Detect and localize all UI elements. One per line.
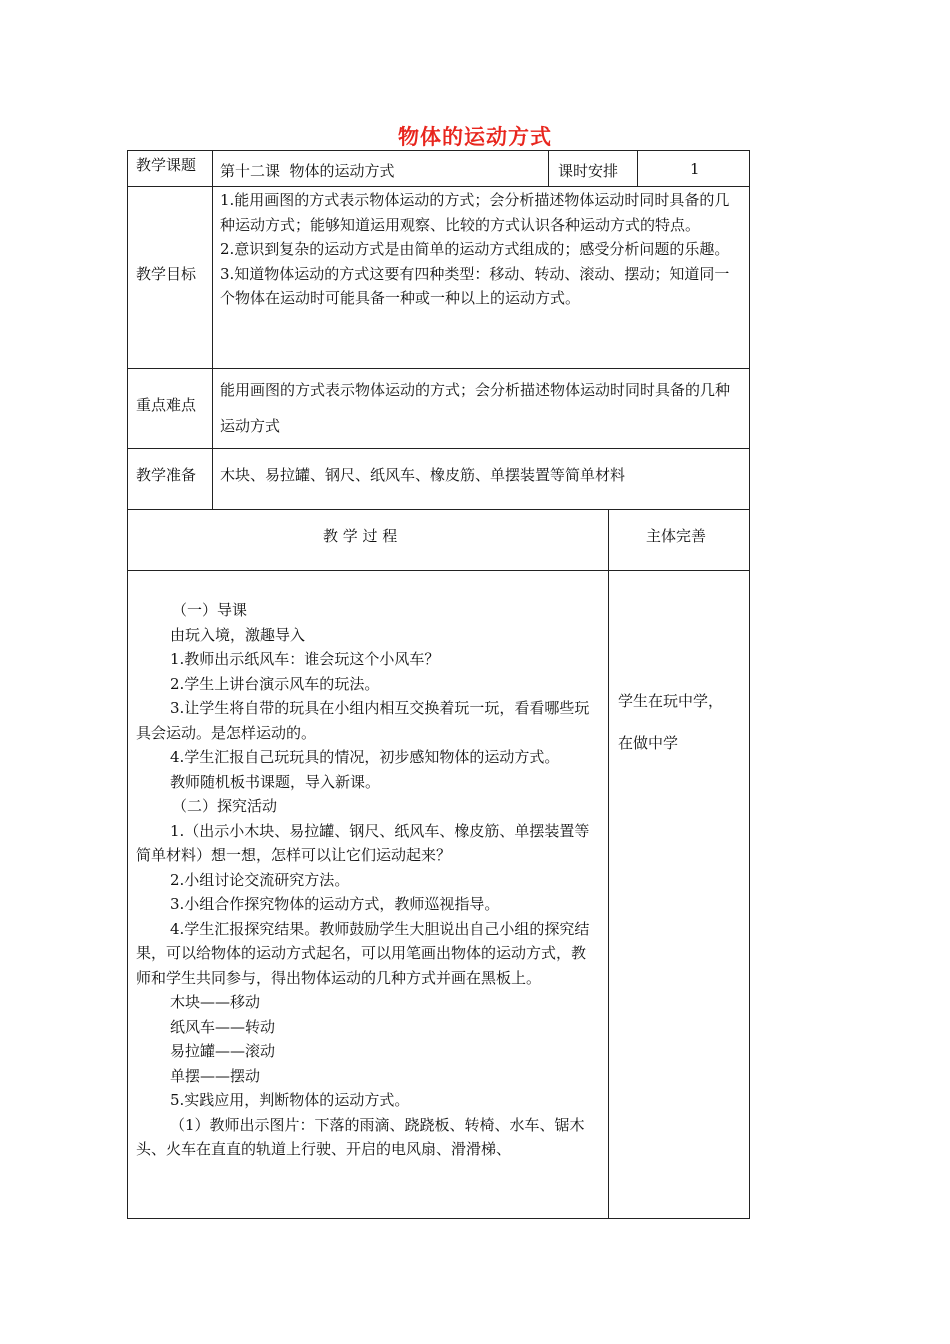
row-divider — [127, 186, 750, 187]
process-paragraph: 易拉罐——滚动 — [170, 1042, 276, 1060]
goals-content — [220, 188, 744, 311]
row-divider — [127, 570, 750, 571]
process-header: 教 学 过 程 — [323, 527, 398, 545]
process-paragraph: 单摆——摆动 — [170, 1066, 261, 1085]
process-paragraph: 4.学生汇报自己玩玩具的情况，初步感知物体的运动方式。 — [170, 748, 560, 766]
row-divider — [127, 368, 750, 369]
column-divider — [608, 509, 609, 1218]
hours-label: 课时安排 — [558, 162, 619, 180]
process-paragraph: 1.（出示小木块、易拉罐、钢尺、纸风车、橡皮筋、单摆装置等简单材料）想一想，怎样可以让它们运动起来？ — [136, 821, 590, 864]
prep-label: 教学准备 — [136, 466, 197, 484]
process-content — [136, 598, 592, 1162]
process-paragraph: 由玩入境，激趣导入 — [170, 625, 306, 644]
process-paragraph: 4.学生汇报探究结果。教师鼓励学生大胆说出自己小组的探究结果，可以给物体的运动方式起名，可以用笔画出物体的运动方式，教师和学生共同参与，得出物体运动的几种方式并画在黑板上。 — [136, 919, 590, 987]
column-divider — [212, 150, 213, 509]
process-paragraph: 2.小组讨论交流研究方法。 — [170, 870, 350, 889]
process-paragraph: （二）探究活动 — [172, 797, 278, 815]
process-paragraph: 纸风车——转动 — [170, 1017, 276, 1036]
column-divider — [548, 150, 549, 186]
topic-value: 第十二课 物体的运动方式 — [220, 162, 395, 180]
process-paragraph: （1）教师出示图片：下落的雨滴、跷跷板、转椅、水车、锯木头、火车在直直的轨道上行驶、开启的电风扇、滑滑梯、 — [136, 1115, 585, 1158]
page-title: 物体的运动方式 — [398, 125, 552, 149]
goal-item: 1.能用画图的方式表示物体运动的方式；会分析描述物体运动时同时具备的几种运动方式；能够知道运用观察、比较的方式认识各种运动方式的特点。 — [220, 191, 730, 234]
goals-label: 教学目标 — [136, 265, 197, 283]
goal-item: 3.知道物体运动的方式这要有四种类型：移动、转动、滚动、摆动；知道同一个物体在运动时可能具备一种或一种以上的运动方式。 — [220, 264, 730, 307]
row-divider — [127, 448, 750, 449]
process-paragraph: 木块——移动 — [170, 993, 261, 1011]
process-paragraph: 2.学生上讲台演示风车的玩法。 — [170, 674, 380, 693]
process-paragraph: 1.教师出示纸风车：谁会玩这个小风车？ — [170, 650, 440, 668]
process-paragraph: 教师随机板书课题，导入新课。 — [170, 772, 381, 791]
key-value: 能用画图的方式表示物体运动的方式；会分析描述物体运动时同时具备的几种运动方式 — [220, 381, 731, 435]
notes-line: 学生在玩中学， — [618, 692, 724, 710]
process-paragraph: 3.小组合作探究物体的运动方式，教师巡视指导。 — [170, 895, 500, 913]
table-border-left — [127, 150, 128, 1219]
table-border-bottom — [127, 1218, 750, 1219]
goal-item: 2.意识到复杂的运动方式是由简单的运动方式组成的；感受分析问题的乐趣。 — [220, 240, 730, 258]
prep-value: 木块、易拉罐、钢尺、纸风车、橡皮筋、单摆装置等简单材料 — [220, 466, 626, 484]
hours-value: 1 — [690, 160, 700, 178]
notes-line: 在做中学 — [618, 734, 679, 752]
notes-header: 主体完善 — [646, 527, 707, 545]
table-border-right — [749, 150, 750, 1219]
process-paragraph: 3.让学生将自带的玩具在小组内相互交换着玩一玩，看看哪些玩具会运动。是怎样运动的。 — [136, 699, 590, 742]
process-paragraph: （一）导课 — [172, 601, 248, 619]
process-paragraph: 5.实践应用，判断物体的运动方式。 — [170, 1091, 410, 1109]
table-border-top — [127, 150, 750, 151]
topic-label: 教学课题 — [136, 156, 197, 174]
key-label: 重点难点 — [136, 396, 197, 414]
row-divider — [127, 509, 750, 510]
column-divider — [637, 150, 638, 186]
